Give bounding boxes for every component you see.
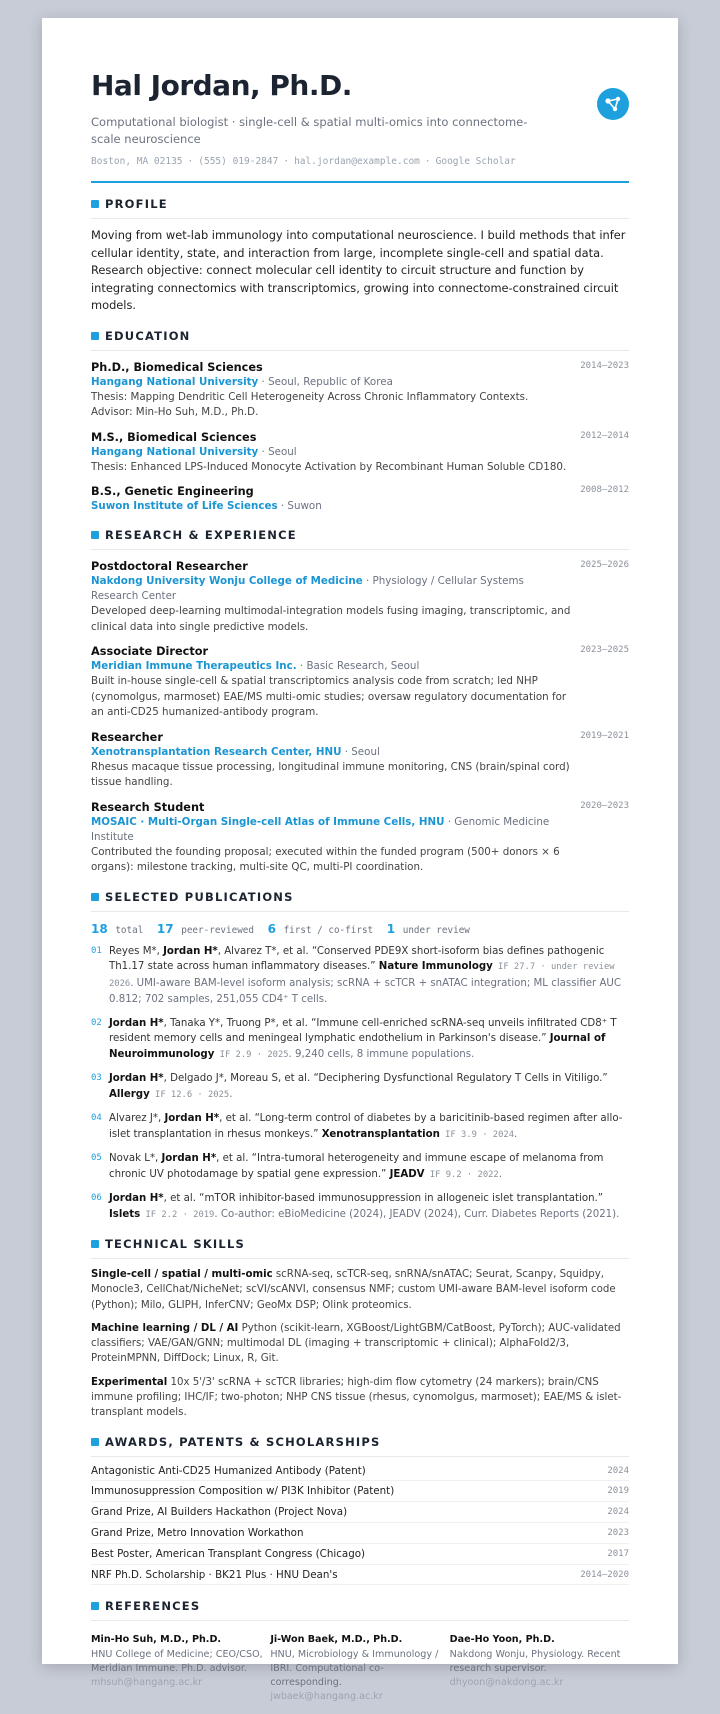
impact-factor: IF 12.6 · 2025: [149, 1089, 230, 1100]
award-row: [91, 1502, 629, 1523]
contact-line: [91, 156, 629, 167]
reference-card: [450, 1633, 629, 1704]
publication-item: 01 Reyes M*, Jordan H*, Alvarez T*, et al. “Conserved PDE9X short-isoform bias defines pathogenic Th1.17 state across human inflammatory diseases.” Nature Immunology IF 27.7 · under review 2026. UMI-aware BAM-level isoform analysis; scRNA + scTCR + snATAC integration; ML classifier AUC 0.812; 702 samples, 251,055 CD4⁺ T cells.: [91, 945, 621, 1005]
experience-entry: [91, 730, 629, 791]
network-graph-icon: [597, 88, 629, 120]
publication-item: 04 Alvarez J*, Jordan H*, et al. “Long-term control of diabetes by a baricitinib-based regimen after allo-islet transplantation in rhesus monkeys.” Xenotransplantation IF 3.9 · 2024.: [91, 1113, 623, 1140]
date-range: 2019–2021: [580, 730, 629, 741]
reference-card: [91, 1633, 270, 1704]
stat-peer-reviewed: 17 peer-reviewed: [156, 921, 254, 936]
impact-factor: IF 27.7 · under review 2026: [109, 962, 615, 989]
organization: MOSAIC · Multi-Organ Single-cell Atlas of Immune Cells, HNU: [91, 815, 445, 828]
institution: Hangang National University: [91, 445, 259, 458]
section-heading-research: RESEARCH & EXPERIENCE: [91, 528, 629, 550]
award-title: NRF Ph.D. Scholarship · BK21 Plus · HNU Dean's: [91, 1568, 338, 1581]
institution: Hangang National University: [91, 375, 259, 388]
stat-total: 18 total: [91, 921, 144, 936]
impact-factor: IF 3.9 · 2024: [439, 1129, 514, 1140]
journal: Xenotransplantation: [321, 1128, 440, 1140]
section-heading-publications: SELECTED PUBLICATIONS: [91, 890, 629, 912]
role-description: Contributed the founding proposal; executed within the funded program (500+ donors × 6 organs): milestone tracking, multi-site QC, multi-PI coordination.: [91, 845, 560, 873]
tagline: Computational biologist · single-cell & spatial multi-omics into connectome-scale neuroscience: [91, 115, 528, 146]
publication-item: 05 Novak L*, Jordan H*, et al. “Intra-tumoral heterogeneity and immune escape of melanoma from chronic UV photodamage by spatial gene expression.” JEADV IF 9.2 · 2022.: [91, 1153, 604, 1180]
square-bullet-icon: [91, 531, 99, 539]
skills-list: [91, 1267, 629, 1421]
journal: Nature Immunology: [378, 961, 493, 972]
pub-number: 03: [91, 1073, 102, 1083]
experience-entry: [91, 644, 629, 721]
section-heading-education: EDUCATION: [91, 329, 629, 351]
experience-list: [91, 559, 629, 876]
award-row: [91, 1461, 629, 1482]
phone-text: (555) 019-2847: [198, 156, 279, 167]
square-bullet-icon: [91, 1602, 99, 1610]
reference-description: HNU, Microbiology & Immunology / IBRI. Computational co-corresponding.: [270, 1649, 439, 1689]
self-author: Jordan H*: [161, 1153, 217, 1164]
separator: ·: [283, 156, 290, 167]
skill-group: Machine learning / DL / AI Python (scikit-learn, XGBoost/LightGBM/CatBoost, PyTorch); AUC-validated classifiers; VAE/GAN/GNN; multimodal DL (imaging + transcriptomic + clinical); AlphaFold2/3, ProteinMPNN, DiffDock; Linux, R, Git.: [91, 1322, 621, 1365]
role: Postdoctoral Researcher: [91, 560, 248, 573]
skill-group: Single-cell / spatial / multi-omic scRNA-seq, scTCR-seq, snRNA/snATAC; Seurat, Scanpy, Squidpy, Monocle3, CellChat/NicheNet; scVI/scANVI, consensus NMF; custom UMI-aware BAM-level isoform code (Python); Milo, GLIPH, InferCNV; GeoMx DSP; Olink proteomics.: [91, 1269, 616, 1311]
role: Associate Director: [91, 645, 209, 658]
pub-number: 05: [91, 1153, 102, 1163]
pub-number: 06: [91, 1193, 102, 1203]
square-bullet-icon: [91, 893, 99, 901]
education-entry: [91, 430, 629, 476]
pub-number: 04: [91, 1113, 102, 1123]
resume-header: [91, 68, 629, 183]
skill-label: Experimental: [91, 1376, 168, 1388]
journal: Islets: [109, 1208, 141, 1220]
reference-card: [270, 1633, 449, 1704]
education-entry: [91, 484, 629, 514]
degree: Ph.D., Biomedical Sciences: [91, 360, 263, 374]
journal: JEADV: [389, 1168, 425, 1180]
square-bullet-icon: [91, 1438, 99, 1446]
organization: Xenotransplantation Research Center, HNU: [91, 745, 342, 758]
award-date: 2023: [607, 1527, 629, 1538]
date-range: 2025–2026: [580, 560, 629, 570]
location-text: Boston, MA 02135: [91, 156, 183, 167]
organization: Nakdong University Wonju College of Medicine: [91, 575, 363, 587]
date-range: 2008–2012: [580, 485, 629, 495]
award-date: 2024: [607, 1465, 629, 1476]
award-title: Immunosuppression Composition w/ PI3K Inhibitor (Patent): [91, 1485, 395, 1498]
award-date: 2014–2020: [580, 1569, 629, 1580]
skill-label: Single-cell / spatial / multi-omic: [91, 1269, 273, 1280]
scholar-link[interactable]: Google Scholar: [435, 156, 516, 167]
header-divider: [91, 181, 629, 183]
resume-page: [42, 18, 678, 1703]
impact-factor: IF 2.2 · 2019: [140, 1209, 215, 1220]
section-heading-profile: PROFILE: [91, 197, 629, 219]
award-date: 2017: [607, 1548, 629, 1559]
degree: B.S., Genetic Engineering: [91, 485, 254, 498]
pub-number: 02: [91, 1017, 102, 1028]
publication-item: 06 Jordan H*, et al. “mTOR inhibitor-based immunosuppression in allogeneic islet transplantation.” Islets IF 2.2 · 2019. Co-author: eBioMedicine (2024), JEADV (2024), Curr. Diabetes Reports (2021).: [91, 1193, 620, 1220]
date-range: 2023–2025: [580, 645, 629, 655]
organization: Meridian Immune Therapeutics Inc.: [91, 660, 297, 672]
square-bullet-icon: [91, 332, 99, 340]
department: · Seoul: [341, 745, 380, 758]
date-range: 2020–2023: [580, 800, 629, 811]
publication-stats: [91, 922, 629, 936]
thesis-text: Thesis: Enhanced LPS-Induced Monocyte Activation by Recombinant Human Soluble CD180.: [91, 460, 567, 473]
date-range: 2014–2023: [580, 360, 629, 371]
role: Researcher: [91, 730, 163, 744]
award-title: Grand Prize, AI Builders Hackathon (Project Nova): [91, 1506, 348, 1519]
experience-entry: [91, 559, 629, 635]
thesis-text: Thesis: Mapping Dendritic Cell Heterogeneity Across Chronic Inflammatory Contexts. Advisor: Min-Ho Suh, M.D., Ph.D.: [91, 390, 529, 418]
department: · Genomic Medicine Institute: [91, 815, 550, 843]
section-heading-skills: TECHNICAL SKILLS: [91, 1237, 629, 1259]
award-title: Antagonistic Anti-CD25 Humanized Antibody (Patent): [91, 1464, 366, 1477]
candidate-name: Hal Jordan, Ph.D.: [91, 69, 352, 102]
department: · Physiology / Cellular Systems Research Center: [91, 575, 524, 602]
publication-item: 03 Jordan H*, Delgado J*, Moreau S, et al. “Deciphering Dysfunctional Regulatory T Cells in Vitiligo.” Allergy IF 12.6 · 2025.: [91, 1073, 608, 1100]
institution: Suwon Institute of Life Sciences: [91, 500, 278, 512]
journal: Allergy: [109, 1088, 150, 1100]
reference-description: Nakdong Wonju, Physiology. Recent research supervisor.: [449, 1649, 621, 1675]
location: · Suwon: [277, 500, 322, 512]
references-list: [91, 1633, 629, 1704]
stat-under-review: 1 under review: [386, 921, 470, 936]
education-list: [91, 360, 629, 515]
reference-name: Ji-Won Baek, M.D., Ph.D.: [270, 1634, 403, 1646]
award-row: [91, 1565, 629, 1586]
role-description: Built in-house single-cell & spatial transcriptomics analysis code from scratch; led NHP (cynomolgus, marmoset) EAE/MS multi-omic studies; oversaw regulatory documentation for an anti-CD25 humanized-antibody program.: [91, 675, 567, 718]
skill-group: Experimental 10x 5'/3' scRNA + scTCR libraries; high-dim flow cytometry (24 markers); brain/CNS immune profiling; IHC/IF; two-photon; NHP CNS tissue (rhesus, cynomolgus, marmoset); EAE/MS & islet-transplant models.: [91, 1376, 622, 1419]
journal: Journal of Neuroimmunology: [109, 1033, 606, 1060]
section-heading-awards: AWARDS, PATENTS & SCHOLARSHIPS: [91, 1435, 629, 1457]
location: · Seoul: [258, 445, 297, 458]
role: Research Student: [91, 800, 205, 814]
award-date: 2019: [607, 1486, 629, 1497]
role-description: Developed deep-learning multimodal-integration models fusing imaging, transcriptomic, and clinical data into single predictive models.: [91, 605, 571, 633]
profile-summary: Moving from wet-lab immunology into computational neuroscience. I build methods that infer cellular identity, state, and interaction from large, incomplete single-cell and spatial data. Research objective: connect molecular cell identity to circuit structure and function by integrating connectomics with transcriptomics, growing into connectome-constrained circuit models.: [91, 228, 626, 312]
section-heading-references: REFERENCES: [91, 1599, 629, 1621]
pub-number: 01: [91, 945, 102, 956]
stat-first-author: 6 first / co-first: [267, 921, 374, 936]
square-bullet-icon: [91, 1240, 99, 1248]
award-row: [91, 1481, 629, 1502]
role-description: Rhesus macaque tissue processing, longitudinal immune monitoring, CNS (brain/spinal cord) tissue handling.: [91, 760, 570, 788]
experience-entry: [91, 800, 629, 876]
reference-email[interactable]: jwbaek@hangang.ac.kr: [270, 1691, 383, 1703]
separator: ·: [187, 156, 194, 167]
separator: ·: [424, 156, 431, 167]
award-row: [91, 1523, 629, 1544]
reference-description: HNU College of Medicine; CEO/CSO, Meridian Immune. Ph.D. advisor.: [91, 1649, 263, 1675]
reference-email[interactable]: mhsuh@hangang.ac.kr: [91, 1677, 203, 1689]
award-title: Grand Prize, Metro Innovation Workathon: [91, 1526, 304, 1539]
reference-email[interactable]: dhyoon@nakdong.ac.kr: [449, 1677, 564, 1689]
publication-list: [91, 944, 629, 1224]
self-author: Jordan H*: [164, 1113, 220, 1124]
email-link[interactable]: hal.jordan@example.com: [294, 156, 420, 167]
reference-name: Min-Ho Suh, M.D., Ph.D.: [91, 1634, 222, 1646]
square-bullet-icon: [91, 200, 99, 208]
award-row: [91, 1544, 629, 1565]
degree: M.S., Biomedical Sciences: [91, 430, 257, 444]
department: · Basic Research, Seoul: [296, 660, 420, 672]
award-title: Best Poster, American Transplant Congress (Chicago): [91, 1547, 366, 1560]
self-author: Jordan H*: [109, 1073, 164, 1084]
publication-item: 02 Jordan H*, Tanaka Y*, Truong P*, et al. “Immune cell-enriched scRNA-seq unveils infiltrated CD8⁺ T resident memory cells and meningeal lymphatic endothelium in Parkinson's disease.” Journal of Neuroimmunology IF 2.9 · 2025. 9,240 cells, 8 immune populations.: [91, 1017, 617, 1060]
self-author: Jordan H*: [109, 1193, 164, 1204]
date-range: 2012–2014: [580, 430, 629, 441]
self-author: Jordan H*: [163, 945, 218, 957]
awards-list: [91, 1461, 629, 1586]
self-author: Jordan H*: [109, 1017, 164, 1029]
location: · Seoul, Republic of Korea: [258, 375, 393, 388]
skill-label: Machine learning / DL / AI: [91, 1322, 239, 1334]
award-date: 2024: [607, 1507, 629, 1518]
education-entry: [91, 360, 629, 421]
impact-factor: IF 9.2 · 2022: [424, 1169, 499, 1180]
reference-name: Dae-Ho Yoon, Ph.D.: [449, 1634, 555, 1646]
impact-factor: IF 2.9 · 2025: [214, 1049, 289, 1060]
